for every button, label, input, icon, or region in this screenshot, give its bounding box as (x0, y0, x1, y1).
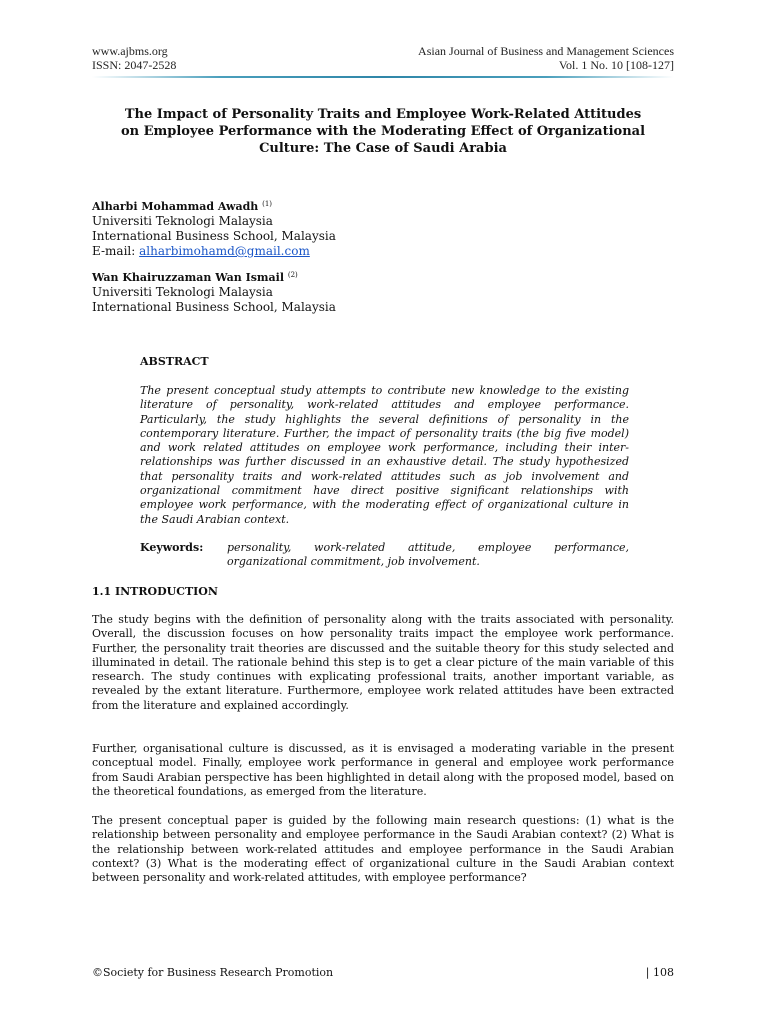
journal-issn: ISSN: 2047-2528 (92, 58, 177, 72)
author-block-1 (92, 197, 336, 259)
journal-volume: Vol. 1 No. 10 [108-127] (558, 58, 674, 72)
author-name: Wan Khairuzzaman Wan Ismail (92, 271, 285, 284)
title-line: on Employee Performance with the Moderating Effect of Organizational (120, 124, 646, 139)
author-email-link[interactable]: alharbimohamd@gmail.com (139, 244, 310, 258)
author-name: Alharbi Mohammad Awadh (92, 200, 259, 213)
header-divider (92, 76, 674, 78)
author-affiliation: International Business School, Malaysia (92, 229, 336, 243)
author-affiliation: International Business School, Malaysia (92, 300, 336, 314)
body-paragraph: The present conceptual paper is guided by the following main research questions: (1) what is the relationship between personality and employee performance in the Saudi Arabian context? (2) What is the relationship between work-related attitudes and employee performance in the Saudi Arabian context? (3) What is the moderating effect of organizational culture in the Saudi Arabian context between personality and work-related attitudes, with employee performance? (92, 814, 674, 885)
keywords-label: Keywords: (140, 541, 204, 554)
journal-website: www.ajbms.org (92, 44, 168, 58)
author-marker: (2) (287, 271, 298, 279)
title-line: The Impact of Personality Traits and Employee Work-Related Attitudes (124, 107, 642, 122)
abstract-heading: ABSTRACT (140, 355, 209, 368)
keywords-values: personality, work-related attitude, employee performance, organizational commitment, job involvement. (227, 541, 629, 569)
author-block-2 (92, 268, 336, 315)
body-paragraph: Further, organisational culture is discussed, as it is envisaged a moderating variable in the present conceptual model. Finally, employee work performance in general and employee work performance from Saudi Arabian perspective has been highlighted in detail along with the proposed model, based on the theoretical foundations, as emerged from the literature. (92, 742, 674, 798)
abstract-text: The present conceptual study attempts to contribute new knowledge to the existing literature of personality, work-related attitudes and employee performance. Particularly, the study highlights the several definitions of personality in the contemporary literature. Further, the impact of personality traits (the big five model) and work related attitudes on employee work performance, including their inter-relationships was further discussed in an exhaustive detail. The study hypothesized that personality traits and work-related attitudes such as job involvement and organizational commitment have direct positive significant relationships with employee work performance, with the moderating effect of organizational culture in the Saudi Arabian context. (140, 384, 629, 526)
footer-copyright: ©Society for Business Research Promotion (92, 966, 334, 979)
body-paragraph: The study begins with the definition of personality along with the traits associated with personality. Overall, the discussion focuses on how personality traits impact the employee work performance. Further, the personality trait theories are discussed and the suitable theory for this study selected and illuminated in detail. The rationale behind this step is to get a clear picture of the main variable of this research. The study continues with explicating professional traits, another important variable, as revealed by the extant literature. Furthermore, employee work related attitudes have been extracted from the literature and explained accordingly. (92, 613, 674, 712)
author-affiliation: Universiti Teknologi Malaysia (92, 285, 273, 299)
section-heading: 1.1 INTRODUCTION (92, 585, 218, 598)
author-affiliation: Universiti Teknologi Malaysia (92, 214, 273, 228)
email-label: E-mail: (92, 244, 140, 258)
journal-name: Asian Journal of Business and Management Sciences (418, 44, 674, 58)
keywords (140, 541, 629, 569)
running-header (92, 44, 674, 72)
page-footer (92, 966, 674, 979)
title-line: Culture: The Case of Saudi Arabia (259, 141, 507, 156)
author-marker: (1) (262, 200, 273, 208)
page-number: | 108 (645, 966, 674, 979)
paper-title (92, 106, 674, 157)
